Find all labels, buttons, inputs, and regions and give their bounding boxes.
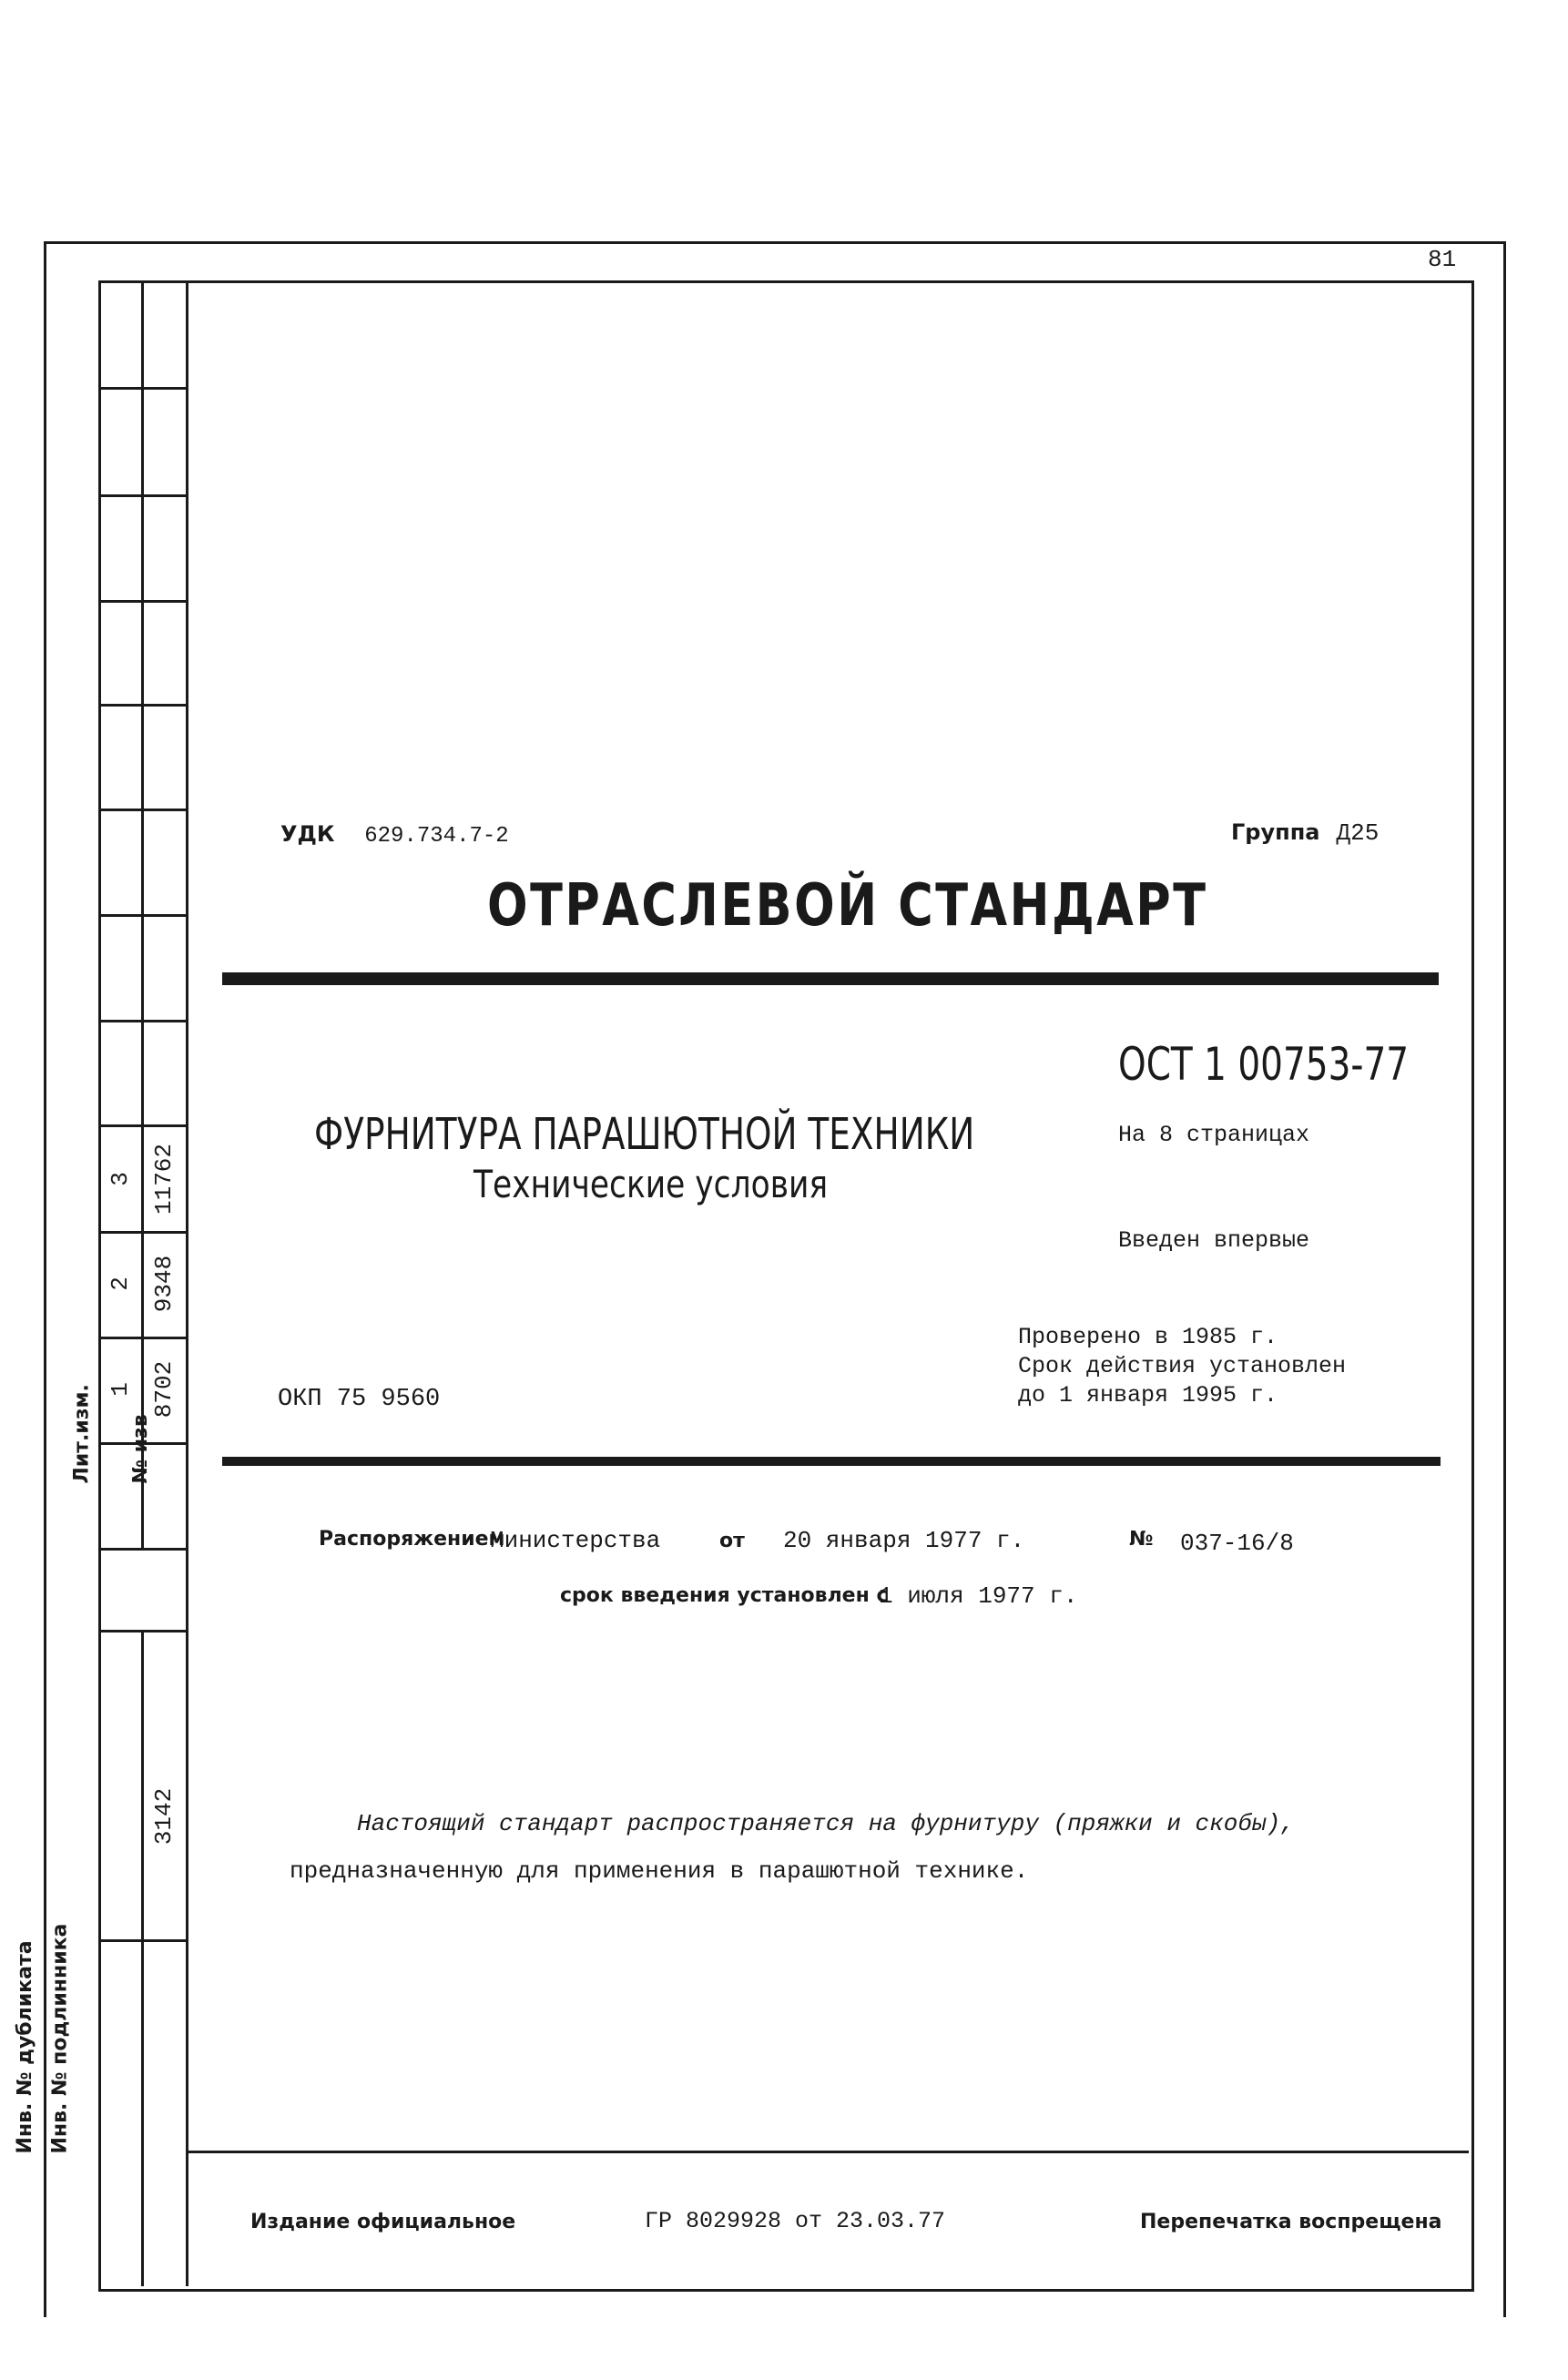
introduced-note: Введен впервые — [1118, 1227, 1310, 1254]
original-inventory-value: 3142 — [150, 1787, 178, 1846]
document-frame — [98, 280, 1474, 2292]
side-row-line — [98, 1337, 186, 1339]
footer-official: Издание официальное — [250, 2211, 516, 2233]
change-row-3-num: 3 — [107, 1172, 134, 1186]
body-line1: Настоящий стандарт распространяется на фурнитуру (пряжки и скобы), — [357, 1810, 1295, 1837]
validity-line2: до 1 января 1995 г. — [1018, 1382, 1278, 1409]
order-from-label: от — [719, 1530, 745, 1552]
order-label: Распоряжением — [319, 1528, 505, 1551]
top-frame-line — [44, 241, 1506, 244]
duplicate-inventory-label: Инв. № дубликата — [13, 1940, 36, 2154]
left-frame-line — [44, 241, 46, 2317]
order-date: 20 января 1977 г. — [783, 1527, 1025, 1554]
change-row-1-notice: 8702 — [150, 1360, 178, 1419]
udk-value: 629.734.7-2 — [364, 824, 509, 849]
change-row-3-notice: 11762 — [150, 1143, 178, 1215]
side-row-line — [98, 387, 186, 390]
group-value: Д25 — [1336, 819, 1380, 847]
right-frame-line — [1503, 241, 1506, 2317]
heading-rule — [222, 972, 1439, 985]
original-inventory-label: Инв. № подлинника — [48, 1923, 72, 2154]
standard-number: ОСТ 1 00753-77 — [1118, 1038, 1410, 1091]
order-text: Министерства — [490, 1527, 661, 1554]
introduction-label: срок введения установлен с — [560, 1584, 889, 1607]
page-number: 81 — [1428, 246, 1457, 273]
order-number-label: № — [1129, 1528, 1154, 1551]
udk-label: УДК — [280, 821, 335, 847]
changes-header-notice: № изв — [128, 1414, 152, 1484]
side-row-line — [98, 494, 186, 497]
standard-heading: ОТРАСЛЕВОЙ СТАНДАРТ — [487, 872, 1208, 940]
udk-line — [280, 819, 509, 849]
side-row-line — [98, 1630, 186, 1632]
change-row-2-notice: 9348 — [150, 1255, 178, 1313]
okp-code: ОКП 75 9560 — [278, 1386, 441, 1413]
side-row-line — [98, 704, 186, 707]
side-row-line — [98, 1124, 186, 1127]
footer-registration: ГР 8029928 от 23.03.77 — [645, 2208, 946, 2234]
footer-rule — [186, 2151, 1469, 2153]
document-title: ФУРНИТУРА ПАРАШЮТНОЙ ТЕХНИКИ — [314, 1109, 975, 1160]
side-row-line — [98, 1231, 186, 1234]
pages-info: На 8 страницах — [1118, 1122, 1310, 1148]
side-row-line — [98, 600, 186, 603]
side-table-divider-lower — [141, 1630, 144, 2286]
footer-reprint: Перепечатка воспрещена — [1140, 2211, 1442, 2233]
side-row-line — [98, 809, 186, 811]
side-row-line — [98, 914, 186, 917]
side-row-line — [98, 1020, 186, 1022]
changes-header-lit: Лит.изм. — [70, 1384, 94, 1484]
checked-note: Проверено в 1985 г. — [1018, 1324, 1278, 1350]
order-number: 037-16/8 — [1180, 1530, 1294, 1557]
side-row-line — [98, 1939, 186, 1942]
introduction-date: 1 июля 1977 г. — [879, 1582, 1078, 1610]
change-row-2-num: 2 — [107, 1276, 134, 1291]
side-row-line — [98, 1548, 186, 1551]
document-subtitle: Технические условия — [473, 1162, 829, 1206]
okp-rule — [222, 1457, 1441, 1466]
group-label: Группа — [1231, 819, 1320, 845]
validity-line1: Срок действия установлен — [1018, 1353, 1347, 1379]
body-line2: предназначенную для применения в парашютной технике. — [290, 1857, 1029, 1885]
group-line — [1231, 819, 1379, 847]
change-row-1-num: 1 — [107, 1382, 134, 1397]
